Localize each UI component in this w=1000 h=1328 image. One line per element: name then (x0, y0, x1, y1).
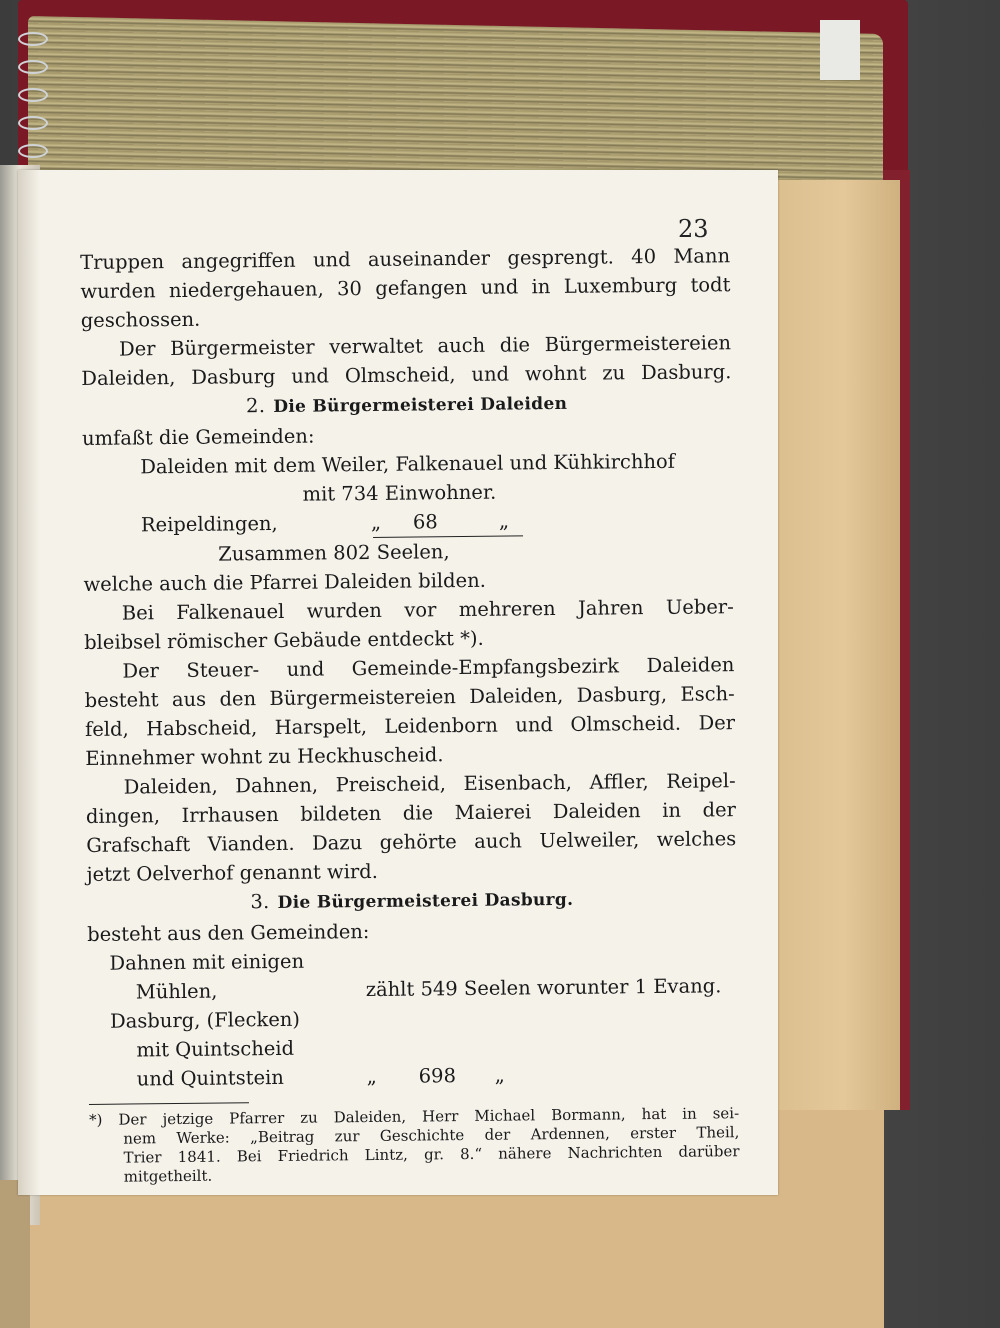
book-page (18, 170, 778, 1195)
page-text (80, 241, 740, 1187)
footnote (89, 1104, 740, 1187)
entry-name: und Quintstein (136, 1065, 284, 1091)
text-line: Daleiden, Dasburg und Olmscheid, und wohnt zu Dasburg. (81, 360, 732, 390)
text-line: geschossen. (80, 307, 201, 332)
ditto-mark: „ (366, 1064, 377, 1089)
text-line: umfaßt die Gemeinden: (81, 424, 315, 450)
text-line: feld, Habscheid, Harspelt, Leidenborn und Olmscheid. Der (84, 711, 736, 741)
footnote-rule (89, 1102, 249, 1105)
entry-line: Dahnen mit einigen (109, 949, 305, 975)
ditto-mark: „ (370, 510, 382, 534)
footnote-line: nem Werke: „Beitrag zur Geschichte der Ardennen, erster Theil, (123, 1123, 740, 1148)
page-stack-right (760, 180, 900, 1110)
text-line: bleibsel römischer Gebäude entdeckt *). (84, 626, 484, 654)
binding-ring (18, 60, 48, 74)
binding-rings (8, 20, 48, 180)
entry-line: Dasburg, (Flecken) (109, 1007, 301, 1033)
entry-name: Reipeldingen, (140, 511, 278, 537)
entry-line: mit Quintscheid (136, 1036, 295, 1062)
page-stack-edges (28, 16, 883, 189)
entry-row (89, 1058, 739, 1094)
bookmark-strip (820, 20, 860, 80)
text-line: Daleiden, Dahnen, Preischeid, Eisenbach, Affler, Reipel- (123, 769, 736, 799)
entry-line: Daleiden mit dem Weiler, Falkenauel und Kühkirchhof (140, 449, 676, 479)
entry-line: mit 734 Einwohner. (302, 480, 497, 506)
ditto-mark: „ (498, 509, 510, 533)
total-line: Zusammen 802 Seelen, (218, 540, 450, 566)
text-line: Einnehmer wohnt zu Heckhuscheid. (85, 743, 444, 770)
entry-value: zählt 549 Seelen worunter 1 Evang. (365, 974, 722, 1002)
text-line: besteht aus den Bürgermeistereien Daleiden, Dasburg, Esch- (84, 682, 735, 712)
text-line: besteht aus den Gemeinden: (87, 920, 370, 946)
section-number: 2. (245, 394, 266, 418)
footnote-line: *) Der jetzige Pfarrer zu Daleiden, Herr Michael Bormann, hat in sei- (89, 1104, 740, 1129)
section-title: Die Bürgermeisterei Daleiden (273, 393, 568, 417)
footnote-line: Trier 1841. Bei Friedrich Lintz, gr. 8.“ nähere Nachrichten darüber (123, 1142, 740, 1167)
text-line: Truppen angegriffen und auseinander gesprengt. 40 Mann (80, 244, 731, 274)
binding-ring (18, 88, 48, 102)
text-line: jetzt Oelverhof genannt wird. (86, 859, 379, 886)
text-line: Der Bürgermeister verwaltet auch die Bürgermeistereien (118, 331, 732, 361)
ditto-mark: „ (494, 1063, 505, 1087)
binding-ring (18, 32, 48, 46)
entry-name: Mühlen, (135, 979, 218, 1004)
binding-ring (18, 144, 48, 158)
entry-value: 68 (412, 510, 438, 534)
binding-ring (18, 116, 48, 130)
text-line: welche auch die Pfarrei Daleiden bilden. (83, 568, 487, 596)
section-number: 3. (250, 890, 270, 914)
text-line: Grafschaft Vianden. Dazu gehörte auch Uelweiler, welches (86, 827, 737, 857)
text-line: wurden niedergehauen, 30 gefangen und in Luxemburg todt (80, 273, 731, 303)
footnote-line: mitgetheilt. (123, 1166, 213, 1186)
entry-value: 698 (418, 1064, 457, 1088)
page-number: 23 (678, 215, 709, 243)
text-line: Bei Falkenauel wurden vor mehreren Jahren Ueber- (121, 595, 734, 625)
section-title: Die Bürgermeisterei Dasburg. (277, 889, 574, 913)
text-line: Der Steuer- und Gemeinde-Empfangsbezirk Daleiden (122, 653, 735, 683)
text-line: dingen, Irrhausen bildeten die Maierei Daleiden in der (85, 798, 737, 828)
spine-bottom (0, 1180, 30, 1328)
